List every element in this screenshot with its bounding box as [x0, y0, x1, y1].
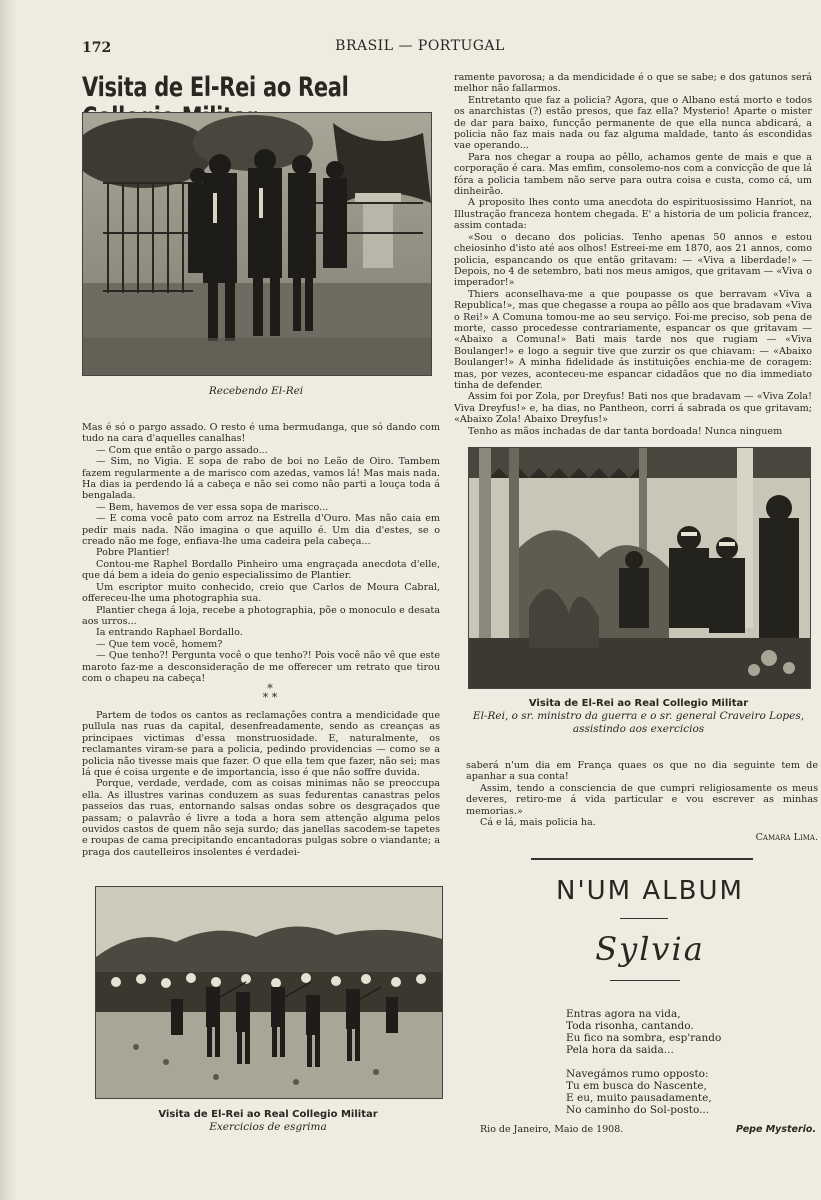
poem-line: E eu, muito pausadamente,: [566, 1092, 712, 1104]
right-column-text-2: [466, 760, 818, 844]
poem-title-underline: [610, 980, 680, 981]
paragraph: — Que tem você, homem?: [96, 638, 223, 650]
running-header: BRASIL — PORTUGAL: [335, 38, 505, 54]
poem-line: No caminho do Sol-posto...: [566, 1104, 710, 1116]
poem-line: Pela hora da saida...: [566, 1044, 674, 1056]
poem-line: Tu em busca do Nascente,: [566, 1080, 707, 1092]
paragraph: Entretanto que faz a policia? Agora, que o Albano está morto e todos os anarchistas (?) estão presos, que faz ella? Mysterio! Aparte o mister de dar para baixo, funcção permanente de que ella nunca abdicará, a policia não faz mais nada ou faz alguma maldade, tanto ás escondidas vae operando...: [454, 94, 812, 152]
section-separator-stars: * * *: [262, 682, 278, 704]
photo-receiving-king-caption: [82, 385, 430, 398]
poem-line: Entras agora na vida,: [566, 1008, 681, 1020]
photo-king-watching-caption: [468, 697, 809, 736]
article-signature: Camara Lima.: [755, 832, 818, 844]
caption-text: Recebendo El-Rei: [208, 385, 304, 397]
poem-stanza-2: [566, 1068, 712, 1116]
caption-subtitle: Exercicios de esgrima: [209, 1121, 327, 1133]
paragraph: Pobre Plantier!: [96, 547, 170, 559]
caption-title: Visita de El-Rei ao Real Collegio Militar: [528, 698, 749, 709]
paragraph: A proposito lhes conto uma anecdota do espirituosissimo Hanriot, na Illustração franceza hontem chegada. E' a historia de um policia francez, assim contada:: [454, 197, 812, 232]
poem-title: Sylvia: [595, 930, 705, 968]
poem-signature: Pepe Mysterio.: [736, 1124, 817, 1135]
photo-receiving-king-image: [83, 113, 431, 375]
paragraph: Para nos chegar a roupa ao pêllo, achamos gente de mais e que a corporação é cara. Mas emfim, consolemo-nos com a convicção de que lá fóra a policia tambem não serve para outra coisa e custa, como cá, um dinheirão.: [454, 151, 812, 198]
article-title: Visita de El-Rei ao Real: [82, 72, 349, 102]
page-number: 172: [82, 40, 112, 56]
paragraph: Plantier chega á loja, recebe a photographia, põe o monoculo e desata aos urros...: [82, 604, 440, 627]
paragraph: — Com que então o pargo assado...: [96, 444, 268, 456]
paragraph: ramente pavorosa; a da mendicidade é o que se sabe; e dos gatunos será melhor não fallarmos.: [454, 72, 812, 95]
paragraph: Cá e lá, mais policia ha.: [480, 817, 596, 829]
paragraph: Assim foi por Zola, por Dreyfus! Bati nos que bradavam — «Viva Zola! Viva Dreyfus!» e, ha dias, no Pantheon, corri á sabrada os que gritavam; «Abaixo Zola! Abaixo Dreyfus!»: [454, 391, 812, 426]
caption-subtitle: El-Rei, o sr. ministro da guerra e o sr. general Craveiro Lopes, assistindo aos exercicios: [472, 710, 805, 735]
paragraph: Um escriptor muito conhecido, creio que Carlos de Moura Cabral, offereceu-lhe uma photographia sua.: [82, 581, 440, 605]
paragraph: Ia entrando Raphael Bordallo.: [96, 627, 243, 639]
paragraph: Porque, verdade, verdade, com as coisas minimas não se preoccupa ella. As illustres varinas conduzem as suas fedurentas canastras pelos passeios das ruas, entornando salsas ondas sobre os desgraçados que passam; o palavrão é livre a toda a hora sem attenção alguma pelos ouvidos castos de quem não seja surdo; das janellas sacodem-se tapetes e roupas de cama precipitando encantadoras pulgas sobre o viandante; a praga dos cautelleiros insolentes é verdadei-: [82, 778, 440, 858]
photo-king-watching-image: [469, 448, 810, 688]
photo-receiving-king: [82, 112, 432, 376]
photo-fencing-exercises: [95, 886, 443, 1099]
poem-line: Navegámos rumo opposto:: [566, 1068, 709, 1080]
paragraph: — E coma você pato com arroz na Estrella d'Ouro. Mas não caia em pedir mais nada. Não imagina o que aquillo é. Um dia d'estes, se o creado não me foge, enfiava-lhe uma cadeira pela cabeça...: [82, 513, 440, 548]
poem-stanza-1: [566, 1008, 721, 1056]
poem-place-date: Rio de Janeiro, Maio de 1908.: [480, 1124, 624, 1135]
heading-underline: [620, 918, 668, 919]
paragraph: Thiers aconselhava-me a que poupasse os que berravam «Viva a Republica!», mas que chegasse a roupa ao pêllo aos que bradavam «Viva o Rei!» A Comuna tomou-me ao seu serviço. Foi-me preciso, sob pena de morte, casso procedesse contrariamente, espancar os que gritavam — «Abaixo a Comuna!» Bati mais tarde nos que rugiam — «Viva Boulanger!» e logo a seguir tive que zurzir os que chiavam: — «Abaixo Boulanger!» A minha fidelidade ás instituições enchia-me de coragem: mas, por vezes, aconteceu-me espancar cidadãos que no dia immediato tinha de defender.: [454, 288, 812, 391]
photo-fencing-exercises-caption: [95, 1108, 441, 1134]
caption-title: Visita de El-Rei ao Real Collegio Militar: [158, 1109, 378, 1120]
page-gutter-shadow: [0, 0, 16, 1200]
left-column-text-2: [82, 710, 440, 858]
paragraph: Partem de todos os cantos as reclamações contra a mendicidade que pullula nas ruas da capital, desenfreadamente, sendo as creanças as principaes victimas d'essa monstruosidade. E, naturalmente, os reclamantes viram-se para a policia, pedindo providencias — como se a policia não tivesse mais que fazer. O que ella tem que fazer, não sei; mas lá que é coisa urgente e de importancia, isso é que não soffre duvida.: [82, 710, 440, 779]
paragraph: — Bem, havemos de ver essa sopa de marisco...: [96, 501, 329, 513]
album-heading: N'UM ALBUM: [556, 876, 744, 906]
photo-king-watching: [468, 447, 811, 689]
paragraph: «Sou o decano dos policias. Tenho apenas 50 annos e estou cheiosinho d'isto até aos olhos! Estreei-me em 1870, aos 21 annos, como policia, espancando os que então gritavam: — «Viva a liberdade!» — Depois, no 4 de setembro, bati nos meus amigos, que gritavam — «Viva o imperador!»: [454, 231, 812, 289]
paragraph: — Que tenho?! Pergunta você o que tenho?! Pois você não vê que este maroto faz-me a desconsideração de me offerecer um retrato que tirou com o chapeu na cabeça!: [82, 650, 440, 684]
poem-line: Toda risonha, cantando.: [566, 1020, 694, 1032]
paragraph: Assim, tendo a consciencia de que cumpri religiosamente os meus deveres, retiro-me á vida particular e vou escrever as minhas memorias.»: [466, 782, 818, 817]
paragraph: — Sim, no Vigia. E sopa de rabo de boi no Leão de Oiro. Tambem fazem regularmente a de marisco com azedas, vamos lá! Mas mais nada. Ha dias ia perdendo lá a cabeça e não sei como não parti a louça toda á bengalada.: [82, 456, 440, 502]
poem-line: Eu fico na sombra, esp'rando: [566, 1032, 722, 1044]
paragraph: Mas é só o pargo assado. O resto é uma bermudanga, que só dando com tudo na cara d'aquelles canalhas!: [82, 422, 440, 445]
paragraph: saberá n'um dia em França quaes os que no dia seguinte tem de apanhar a sua conta!: [466, 760, 818, 783]
right-column-text-1: [454, 72, 812, 437]
paragraph: Tenho as mãos inchadas de dar tanta bordoada! Nunca ninguem: [468, 425, 783, 437]
section-rule: [531, 858, 753, 860]
photo-fencing-exercises-image: [96, 887, 442, 1098]
paragraph: Contou-me Raphel Bordallo Pinheiro uma engraçada anecdota d'elle, que dá bem a ideia do genio especialissimo de Plantier.: [82, 558, 440, 582]
left-column-text-1: [82, 422, 440, 684]
